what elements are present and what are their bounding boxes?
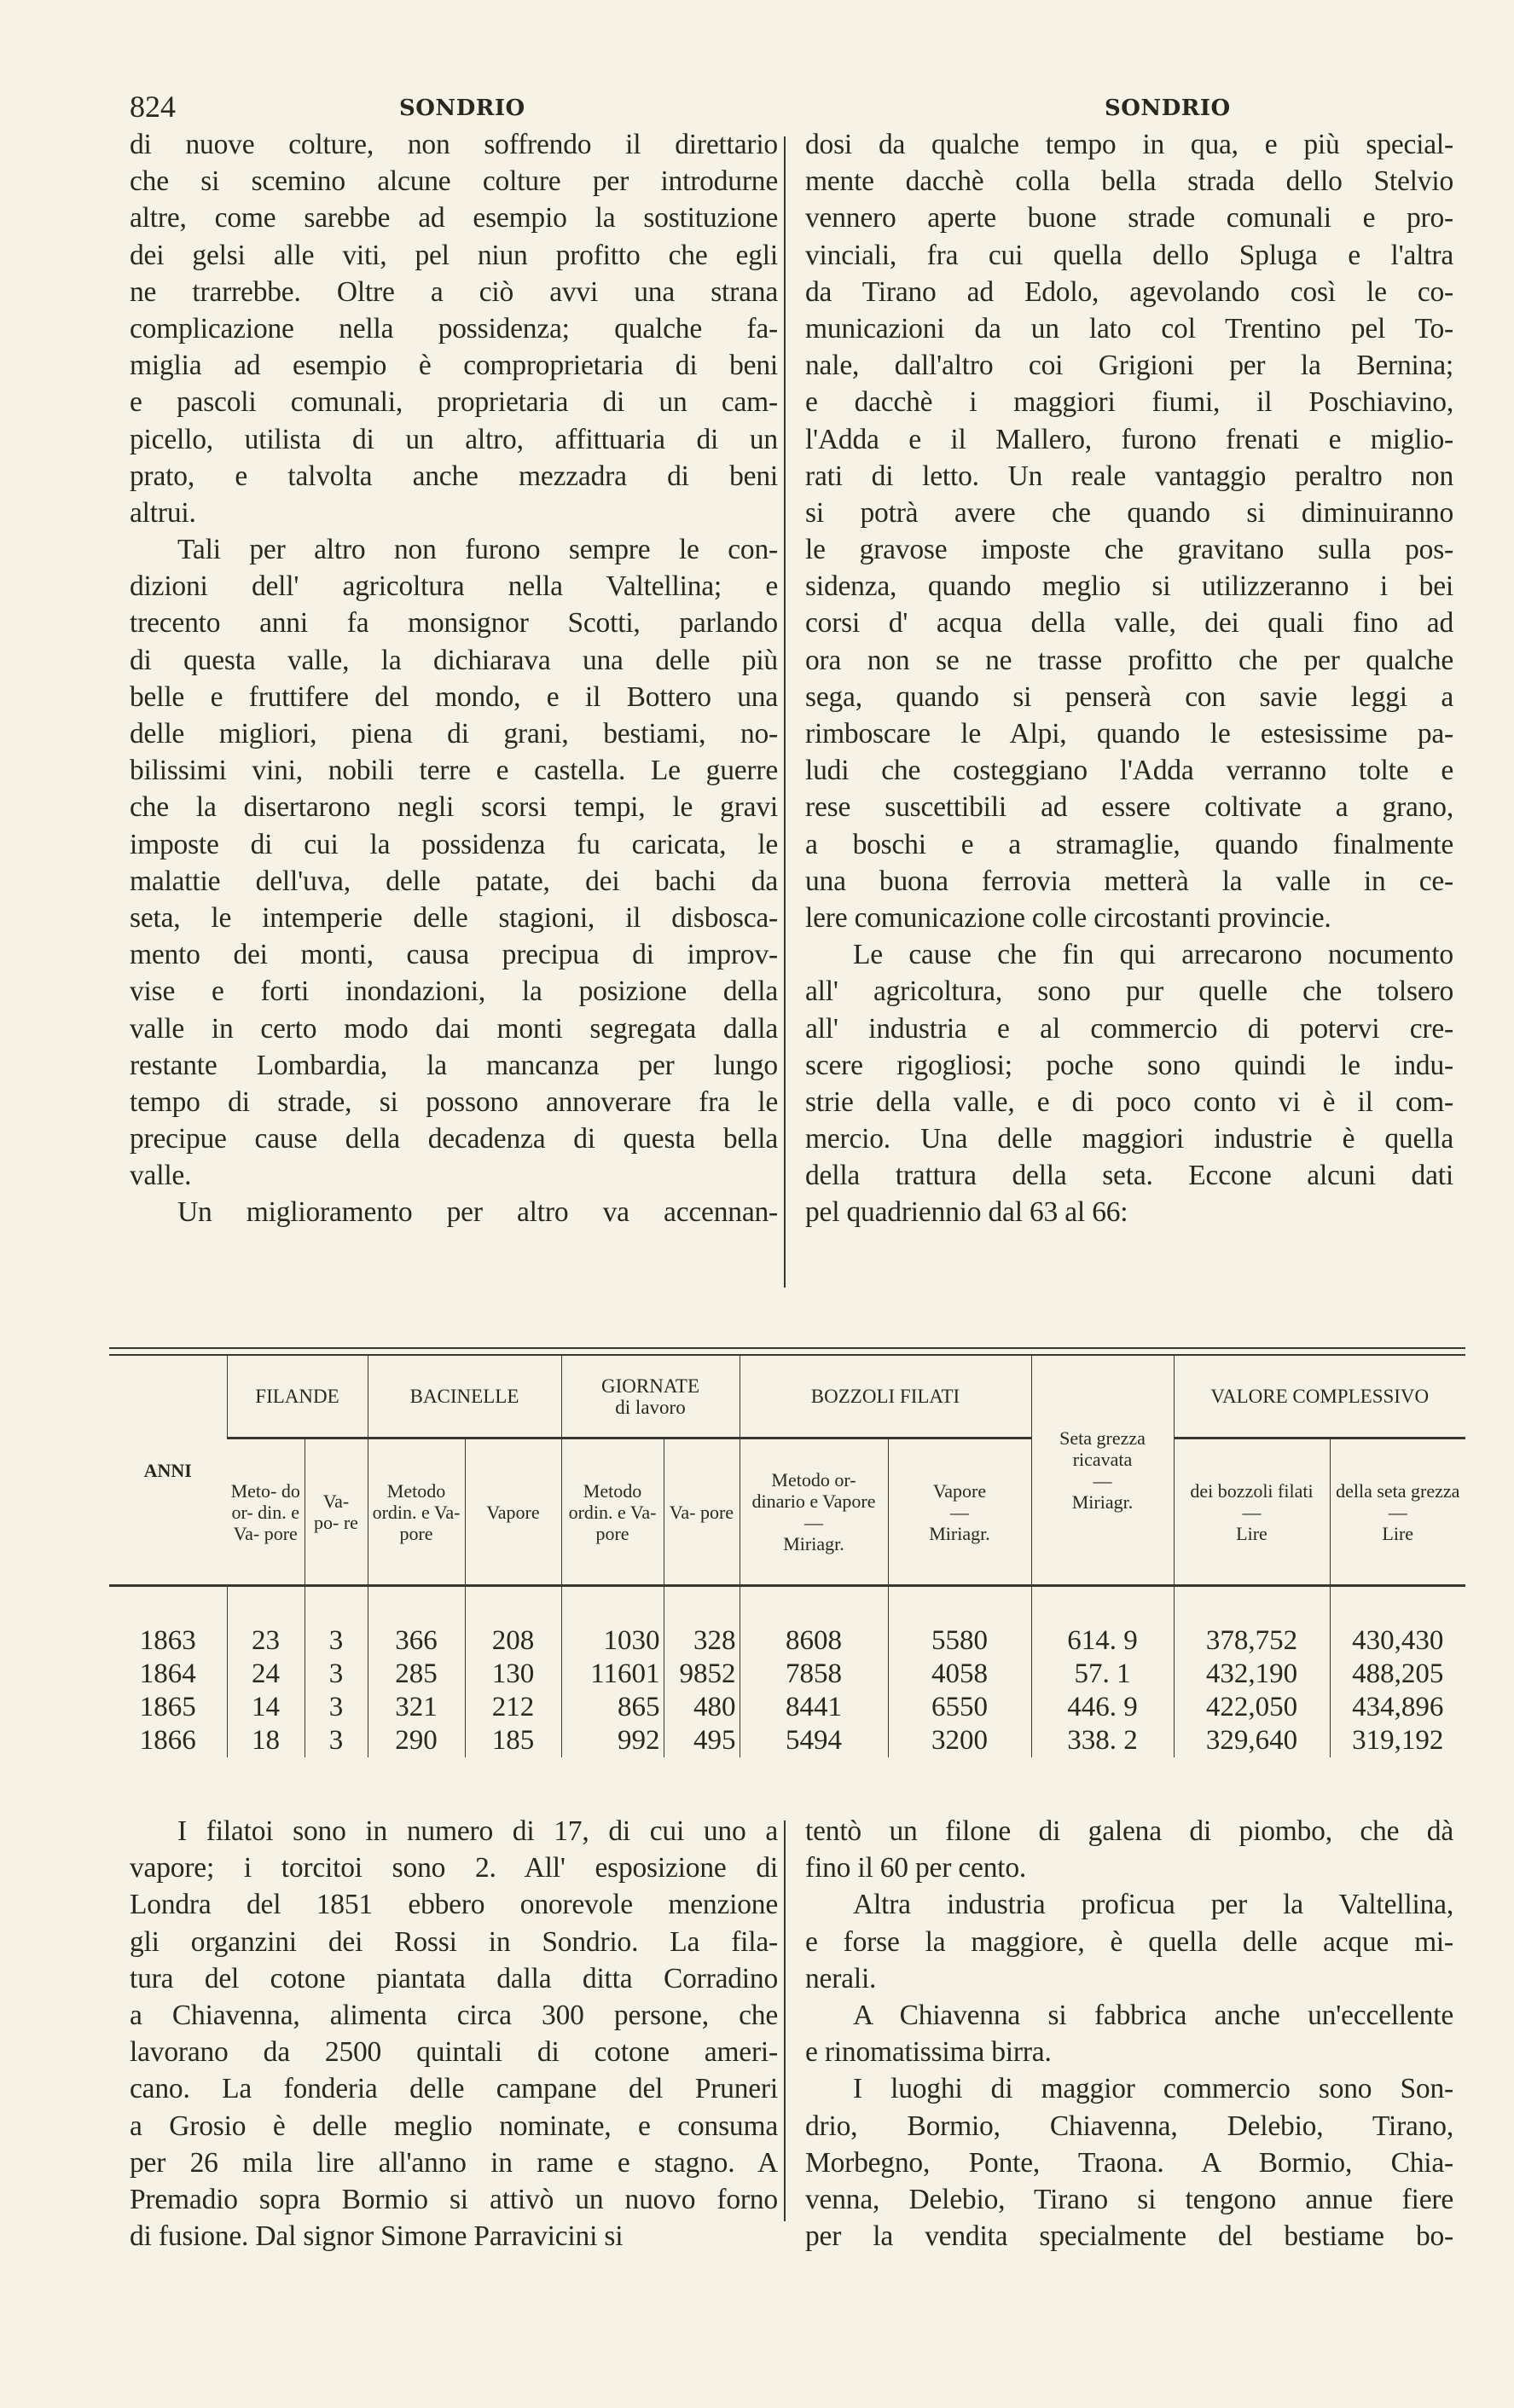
text-line: ludi che costeggiano l'Adda verranno tolte e <box>805 755 1453 787</box>
text-line: a Chiavenna, alimenta circa 300 persone, che <box>130 1999 778 2031</box>
cell-val-seta: 430,430 <box>1330 1586 1465 1658</box>
text-line: dizioni dell' agricoltura nella Valtellina; e <box>130 570 778 603</box>
page-number: 824 <box>130 90 176 124</box>
cell-anno: 1863 <box>139 1625 196 1656</box>
text-line: una buona ferrovia metterà la valle in ce- <box>805 865 1453 897</box>
label: Vapore <box>932 1479 987 1502</box>
text-line: strie della valle, e di poco conto vi è il com- <box>805 1085 1453 1118</box>
text-line: valle in certo modo dai monti segregata dalla <box>130 1012 778 1045</box>
lower-right-column <box>805 1813 1453 2255</box>
text-line: bilissimi vini, nobili terre e castella. Le guerre <box>130 755 778 787</box>
table-row <box>109 1691 1465 1724</box>
cell-gio-ord: 1030 <box>561 1586 664 1658</box>
text-line: restante Lombardia, la mancanza per lungo <box>130 1049 778 1081</box>
cell-fil-vap: 3 <box>305 1658 368 1691</box>
text-line: lere comunicazione colle circostanti provincie. <box>805 901 1331 934</box>
cell-boz-ord: 5494 <box>740 1724 888 1757</box>
text-line: I filatoi sono in numero di 17, di cui uno a <box>177 1815 778 1847</box>
cell-seta: 57. 1 <box>1031 1658 1174 1691</box>
header-filande-vapore: Va- po- re <box>305 1438 368 1586</box>
cell-gio-ord: 11601 <box>561 1658 664 1691</box>
text-line: nerali. <box>805 1962 877 1994</box>
cell-bac-vap: 130 <box>465 1658 561 1691</box>
seta-unit: Miriagr. <box>1071 1491 1134 1513</box>
text-line: nale, dall'altro coi Grigioni per la Bernina; <box>805 350 1453 382</box>
text-line: della trattura della seta. Eccone alcuni dati <box>805 1160 1453 1192</box>
text-line: di fusione. Dal signor Simone Parravicini si <box>130 2220 624 2253</box>
text-line: rimboscare le Alpi, quando le estesissime pa- <box>805 718 1453 750</box>
text-line: Le cause che fin qui arrecarono nocumento <box>853 939 1453 971</box>
cell-val-seta: 434,896 <box>1330 1691 1465 1724</box>
cell-bac-ord: 285 <box>368 1658 465 1691</box>
text-line: mente dacchè colla bella strada dello Stelvio <box>805 165 1453 198</box>
text-line: Premadio sopra Bormio si attivò un nuovo forno <box>130 2183 778 2215</box>
cell-seta: 446. 9 <box>1031 1691 1174 1724</box>
column-divider-upper <box>784 136 786 1288</box>
text-line: si potrà avere che quando si diminuiranno <box>805 496 1453 529</box>
header-valore: VALORE COMPLESSIVO <box>1174 1356 1465 1438</box>
dash: — <box>1242 1501 1262 1523</box>
text-line: rati di letto. Un reale vantaggio peraltro non <box>805 460 1453 492</box>
label: Metodo or- dinario e Vapore <box>751 1469 876 1512</box>
table-row <box>109 1724 1465 1757</box>
cell-anno: 1865 <box>139 1692 196 1722</box>
text-line: che si scemino alcune colture per introdurne <box>130 165 778 198</box>
cell-fil-ord: 14 <box>227 1691 305 1724</box>
header-seta-grezza <box>1031 1356 1174 1586</box>
header-bacinelle-ordinario: Metodo ordin. e Va- pore <box>368 1438 465 1586</box>
text-line: miglia ad esempio è comproprietaria di beni <box>130 350 778 382</box>
dash: — <box>1388 1501 1407 1523</box>
cell-fil-vap: 3 <box>305 1586 368 1658</box>
dash: — <box>804 1512 823 1533</box>
text-line: a Grosio è delle meglio nominate, e consuma <box>130 2110 778 2142</box>
text-line: per 26 mila lire all'anno in rame e stagno. A <box>130 2146 778 2179</box>
text-line: prato, e talvolta anche mezzadra di beni <box>130 460 778 492</box>
unit: Lire <box>1382 1522 1414 1544</box>
text-line: trecento anni fa monsignor Scotti, parlando <box>130 607 778 640</box>
text-line: altrui. <box>130 496 196 529</box>
text-line: cano. La fonderia delle campane del Pruneri <box>130 2073 778 2105</box>
header-bacinelle: BACINELLE <box>368 1356 561 1438</box>
text-line: le gravose imposte che gravitano sulla pos- <box>805 534 1453 566</box>
dash: — <box>950 1501 969 1523</box>
giornate-label: GIORNATE <box>601 1375 699 1397</box>
text-line: complicazione nella possidenza; qualche fa- <box>130 312 778 344</box>
cell-boz-vap: 4058 <box>888 1658 1031 1691</box>
text-line: che la disertarono negli scorsi tempi, le gravi <box>130 791 778 824</box>
lower-left-column <box>130 1813 778 2255</box>
cell-fil-ord: 24 <box>227 1658 305 1691</box>
cell-boz-vap: 5580 <box>888 1586 1031 1658</box>
upper-left-column <box>130 126 778 1231</box>
text-line: vennero aperte buone strade comunali e pro- <box>805 202 1453 234</box>
text-line: ne trarrebbe. Oltre a ciò avvi una strana <box>130 275 778 308</box>
left-running-title: SONDRIO <box>399 96 525 121</box>
text-line: di nuove colture, non soffrendo il direttario <box>130 129 778 160</box>
text-line: lavorano da 2500 quintali di cotone ameri- <box>130 2036 778 2069</box>
cell-anno: 1864 <box>139 1658 196 1689</box>
header-giornate-ordinario: Metodo ordin. e Va- pore <box>561 1438 664 1586</box>
text-line: vise e forti inondazioni, la posizione della <box>130 975 778 1008</box>
header-giornate-vapore: Va- pore <box>664 1438 740 1586</box>
text-line: tempo di strade, si possono annoverare fra le <box>130 1085 778 1118</box>
text-line: drio, Bormio, Chiavenna, Delebio, Tirano, <box>805 2110 1453 2142</box>
text-line: tentò un filone di galena di piombo, che dà <box>805 1815 1453 1847</box>
cell-val-boz: 432,190 <box>1174 1658 1330 1691</box>
label: della seta grezza <box>1336 1479 1460 1502</box>
text-line: Tali per altro non furono sempre le con- <box>177 534 778 566</box>
right-running-title: SONDRIO <box>1105 96 1231 121</box>
text-line: belle e fruttifere del mondo, e il Bottero una <box>130 680 778 713</box>
text-line: sidenza, quando meglio si utilizzeranno i bei <box>805 570 1453 603</box>
text-line: all' industria e al commercio di potervi cre- <box>805 1012 1453 1045</box>
cell-fil-vap: 3 <box>305 1691 368 1724</box>
text-line: I luoghi di maggior commercio sono Son- <box>853 2073 1453 2105</box>
text-line: Altra industria proficua per la Valtellina, <box>853 1889 1453 1921</box>
text-line: seta, le intemperie delle stagioni, il disbosca- <box>130 901 778 934</box>
header-filande: FILANDE <box>227 1356 368 1438</box>
text-line: picello, utilista di un altro, affittuaria di un <box>130 423 778 455</box>
text-line: municazioni da un lato col Trentino pel To- <box>805 312 1453 344</box>
cell-boz-vap: 3200 <box>888 1724 1031 1757</box>
cell-boz-vap: 6550 <box>888 1691 1031 1724</box>
cell-bac-vap: 208 <box>465 1586 561 1658</box>
text-line: sega, quando si penserà con savie leggi a <box>805 680 1453 713</box>
cell-val-boz: 329,640 <box>1174 1724 1330 1757</box>
unit: Lire <box>1236 1522 1267 1544</box>
text-line: scere rigogliosi; poche sono quindi le indu- <box>805 1049 1453 1081</box>
silk-statistics-table <box>109 1356 1465 1757</box>
header-giornate <box>561 1356 740 1438</box>
cell-fil-vap: 3 <box>305 1724 368 1757</box>
cell-gio-vap: 328 <box>664 1586 740 1658</box>
text-line: fino il 60 per cento. <box>805 1852 1027 1884</box>
text-line: Un miglioramento per altro va accennan- <box>177 1196 778 1229</box>
header-valore-seta <box>1330 1438 1465 1586</box>
text-line: l'Adda e il Mallero, furono frenati e miglio- <box>805 423 1453 455</box>
text-line: ora non se ne trasse profitto che per qualche <box>805 644 1453 676</box>
cell-boz-ord: 8608 <box>740 1586 888 1658</box>
text-line: vapore; i torcitoi sono 2. All' esposizione di <box>130 1852 778 1884</box>
cell-gio-vap: 495 <box>664 1724 740 1757</box>
cell-anno: 1866 <box>139 1725 196 1756</box>
cell-fil-ord: 18 <box>227 1724 305 1757</box>
text-line: valle. <box>130 1160 192 1192</box>
cell-bac-vap: 185 <box>465 1724 561 1757</box>
header-bacinelle-vapore: Vapore <box>465 1438 561 1586</box>
text-line: da Tirano ad Edolo, agevolando così le co- <box>805 275 1453 308</box>
column-divider-lower <box>784 1820 786 2221</box>
header-bozzoli-vapore <box>888 1438 1031 1586</box>
text-line: e forse la maggiore, è quella delle acque mi- <box>805 1925 1453 1958</box>
text-line: venna, Delebio, Tirano si tengono annue fiere <box>805 2183 1453 2215</box>
text-line: Londra del 1851 ebbero onorevole menzione <box>130 1889 778 1921</box>
cell-boz-ord: 8441 <box>740 1691 888 1724</box>
header-anni: ANNI <box>109 1356 227 1586</box>
cell-gio-ord: 992 <box>561 1724 664 1757</box>
text-line: mento dei monti, causa precipua di improv- <box>130 939 778 971</box>
cell-val-seta: 488,205 <box>1330 1658 1465 1691</box>
upper-right-column <box>805 126 1453 1231</box>
text-line: e pascoli comunali, proprietaria di un cam- <box>130 386 778 419</box>
text-line: Morbegno, Ponte, Traona. A Bormio, Chia- <box>805 2146 1453 2179</box>
cell-gio-vap: 480 <box>664 1691 740 1724</box>
text-line: tura del cotone piantata dalla ditta Corradino <box>130 1962 778 1994</box>
header-bozzoli-ordinario <box>740 1438 888 1586</box>
cell-fil-ord: 23 <box>227 1586 305 1658</box>
giornate-sublabel: di lavoro <box>615 1396 686 1418</box>
unit: Miriagr. <box>783 1533 844 1554</box>
text-line: A Chiavenna si fabbrica anche un'eccellente <box>853 1999 1453 2031</box>
text-line: e rinomatissima birra. <box>805 2036 1052 2069</box>
text-line: altre, come sarebbe ad esempio la sostituzione <box>130 202 778 234</box>
label: dei bozzoli filati <box>1190 1479 1314 1502</box>
cell-bac-ord: 366 <box>368 1586 465 1658</box>
cell-bac-vap: 212 <box>465 1691 561 1724</box>
unit: Miriagr. <box>929 1522 990 1544</box>
cell-val-boz: 422,050 <box>1174 1691 1330 1724</box>
cell-val-seta: 319,192 <box>1330 1724 1465 1757</box>
cell-seta: 614. 9 <box>1031 1586 1174 1658</box>
header-valore-bozzoli <box>1174 1438 1330 1586</box>
text-line: gli organzini dei Rossi in Sondrio. La fila- <box>130 1925 778 1958</box>
cell-val-boz: 378,752 <box>1174 1586 1330 1658</box>
table-row <box>109 1586 1465 1658</box>
seta-label: Seta grezza ricavata <box>1059 1427 1146 1470</box>
text-line: malattie dell'uva, delle patate, dei bachi da <box>130 865 778 897</box>
text-line: corsi d' acqua della valle, dei quali fino ad <box>805 607 1453 640</box>
cell-bac-ord: 290 <box>368 1724 465 1757</box>
cell-seta: 338. 2 <box>1031 1724 1174 1757</box>
text-line: e dacchè i maggiori fiumi, il Poschiavino, <box>805 386 1453 419</box>
text-line: per la vendita specialmente del bestiame bo- <box>805 2220 1453 2253</box>
cell-boz-ord: 7858 <box>740 1658 888 1691</box>
table-row <box>109 1658 1465 1691</box>
text-line: mercio. Una delle maggiori industrie è quella <box>805 1123 1453 1155</box>
text-line: di questa valle, la dichiarava una delle più <box>130 644 778 676</box>
header-filande-ordinario: Meto- do or- din. e Va- pore <box>227 1438 305 1586</box>
text-line: dei gelsi alle viti, pel niun profitto che egli <box>130 239 778 271</box>
text-line: rese suscettibili ad essere coltivate a grano, <box>805 791 1453 824</box>
text-line: precipue cause della decadenza di questa bella <box>130 1123 778 1155</box>
dash: — <box>1093 1470 1112 1491</box>
cell-gio-ord: 865 <box>561 1691 664 1724</box>
text-line: all' agricoltura, sono pur quelle che tolsero <box>805 975 1453 1008</box>
text-line: vinciali, fra cui quella dello Spluga e l'altra <box>805 239 1453 271</box>
table-top-rule <box>109 1347 1465 1349</box>
cell-bac-ord: 321 <box>368 1691 465 1724</box>
cell-gio-vap: 9852 <box>664 1658 740 1691</box>
text-line: imposte di cui la possidenza fu caricata, le <box>130 828 778 860</box>
text-line: a boschi e a stramaglie, quando finalmente <box>805 828 1453 860</box>
text-line: dosi da qualche tempo in qua, e più special- <box>805 129 1453 160</box>
text-line: pel quadriennio dal 63 al 66: <box>805 1196 1128 1229</box>
text-line: delle migliori, piena di grani, bestiami, no- <box>130 718 778 750</box>
header-bozzoli: BOZZOLI FILATI <box>740 1356 1031 1438</box>
